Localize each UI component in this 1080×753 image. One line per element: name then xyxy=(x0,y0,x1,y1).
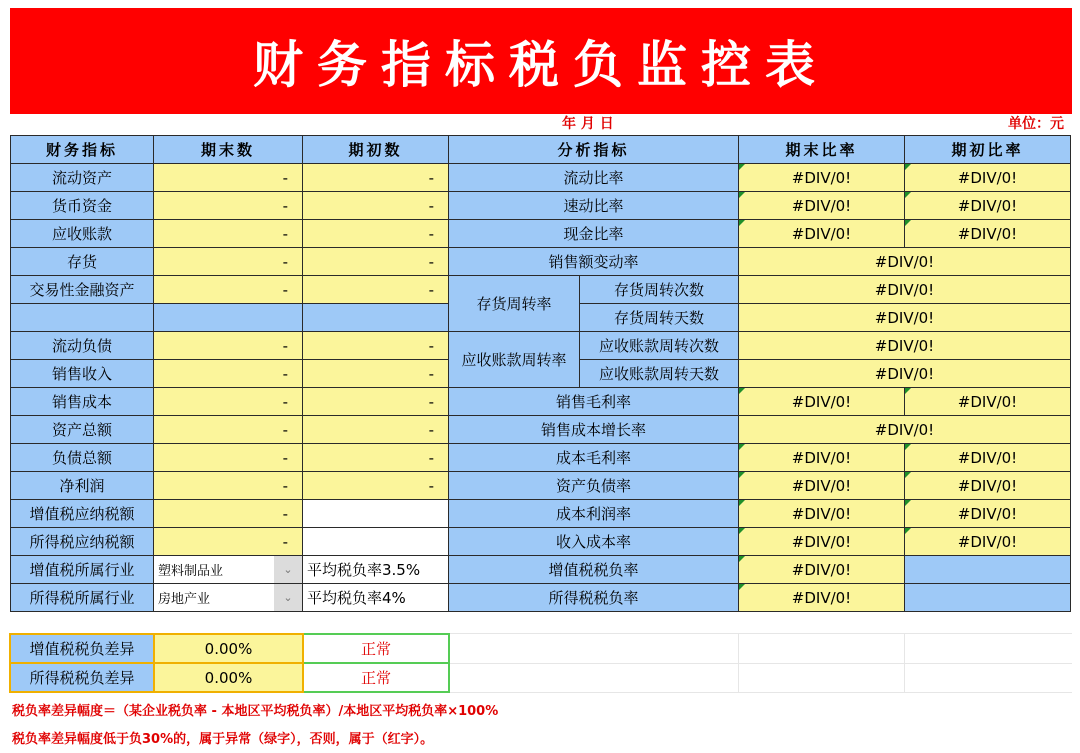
begin-ratio-cell[interactable] xyxy=(905,584,1071,612)
begin-ratio-cell[interactable]: #DIV/0! xyxy=(905,528,1071,556)
header-begin-ratio: 期初比率 xyxy=(905,136,1071,164)
analysis-label: 存货周转次数 xyxy=(580,276,739,304)
difference-label: 增值税税负差异 xyxy=(10,634,154,663)
end-value-cell[interactable]: - xyxy=(154,472,303,500)
analysis-label: 成本毛利率 xyxy=(449,444,739,472)
header-end-ratio: 期末比率 xyxy=(739,136,905,164)
begin-value-cell[interactable]: - xyxy=(303,416,449,444)
begin-value-cell[interactable]: - xyxy=(303,388,449,416)
header-analysis: 分析指标 xyxy=(449,136,739,164)
end-value-cell[interactable]: - xyxy=(154,192,303,220)
begin-value-cell[interactable] xyxy=(303,528,449,556)
row-label: 净利润 xyxy=(11,472,154,500)
header-end-value: 期末数 xyxy=(154,136,303,164)
end-ratio-cell[interactable]: #DIV/0! xyxy=(739,556,905,584)
row-label: 销售成本 xyxy=(11,388,154,416)
analysis-label: 现金比率 xyxy=(449,220,739,248)
analysis-label: 增值税税负率 xyxy=(449,556,739,584)
analysis-label: 速动比率 xyxy=(449,192,739,220)
end-value-cell[interactable]: - xyxy=(154,360,303,388)
end-ratio-cell[interactable]: #DIV/0! xyxy=(739,472,905,500)
end-ratio-cell[interactable]: #DIV/0! xyxy=(739,388,905,416)
end-value-cell[interactable]: - xyxy=(154,164,303,192)
end-value-cell[interactable]: - xyxy=(154,332,303,360)
end-ratio-cell[interactable]: #DIV/0! xyxy=(739,500,905,528)
grid-line xyxy=(448,633,1072,634)
indicator-table xyxy=(10,135,1071,612)
end-ratio-cell[interactable]: #DIV/0! xyxy=(739,164,905,192)
analysis-label: 成本利润率 xyxy=(449,500,739,528)
begin-value-cell[interactable]: - xyxy=(303,332,449,360)
grid-line xyxy=(738,633,739,692)
income-tax-industry-select[interactable] xyxy=(154,584,303,612)
end-value-cell[interactable]: - xyxy=(154,528,303,556)
row-label: 存货 xyxy=(11,248,154,276)
analysis-label: 资产负债率 xyxy=(449,472,739,500)
begin-value-cell[interactable]: - xyxy=(303,472,449,500)
analysis-group-label: 应收账款周转率 xyxy=(449,332,580,388)
analysis-label: 销售毛利率 xyxy=(449,388,739,416)
end-value-cell[interactable]: - xyxy=(154,416,303,444)
end-ratio-cell[interactable]: #DIV/0! xyxy=(739,584,905,612)
income-tax-industry-value: 房地产业 xyxy=(158,592,211,607)
row-label: 增值税应纳税额 xyxy=(11,500,154,528)
merged-ratio-cell[interactable]: #DIV/0! xyxy=(739,304,1071,332)
merged-ratio-cell[interactable]: #DIV/0! xyxy=(739,360,1071,388)
begin-ratio-cell[interactable]: #DIV/0! xyxy=(905,220,1071,248)
analysis-label: 销售额变动率 xyxy=(449,248,739,276)
grid-line xyxy=(448,692,1072,693)
row-label: 资产总额 xyxy=(11,416,154,444)
unit-label: 单位：元 xyxy=(1008,116,1064,132)
formula-note: 税负率差异幅度＝（某企业税负率 - 本地区平均税负率）/本地区平均税负率×100% xyxy=(12,704,499,719)
end-ratio-cell[interactable]: #DIV/0! xyxy=(739,192,905,220)
chevron-down-icon[interactable]: ⌄ xyxy=(274,556,302,583)
begin-value-cell[interactable]: - xyxy=(303,248,449,276)
status-text: 正常 xyxy=(303,663,449,692)
merged-ratio-cell[interactable]: #DIV/0! xyxy=(739,248,1071,276)
end-ratio-cell[interactable]: #DIV/0! xyxy=(739,444,905,472)
merged-ratio-cell[interactable]: #DIV/0! xyxy=(739,276,1071,304)
analysis-label: 存货周转天数 xyxy=(580,304,739,332)
end-value-cell[interactable]: - xyxy=(154,220,303,248)
row-label: 负债总额 xyxy=(11,444,154,472)
begin-ratio-cell[interactable]: #DIV/0! xyxy=(905,192,1071,220)
merged-ratio-cell[interactable]: #DIV/0! xyxy=(739,416,1071,444)
begin-value-cell[interactable]: - xyxy=(303,192,449,220)
end-value-cell[interactable]: - xyxy=(154,444,303,472)
row-label: 所得税所属行业 xyxy=(11,584,154,612)
analysis-label: 收入成本率 xyxy=(449,528,739,556)
rule-note: 税负率差异幅度低于负30%的，属于异常（绿字），否则，属于（红字）。 xyxy=(12,732,434,747)
vat-industry-value: 塑料制品业 xyxy=(158,564,224,579)
page-title: 财务指标税负监控表 xyxy=(10,8,1072,114)
end-ratio-cell[interactable]: #DIV/0! xyxy=(739,220,905,248)
income-tax-average-rate: 平均税负率4% xyxy=(303,584,449,612)
analysis-group-label: 存货周转率 xyxy=(449,276,580,332)
difference-label: 所得税税负差异 xyxy=(10,663,154,692)
tax-difference-table xyxy=(9,633,450,693)
row-label: 流动负债 xyxy=(11,332,154,360)
row-label: 增值税所属行业 xyxy=(11,556,154,584)
analysis-label: 流动比率 xyxy=(449,164,739,192)
begin-ratio-cell[interactable]: #DIV/0! xyxy=(905,164,1071,192)
analysis-label: 销售成本增长率 xyxy=(449,416,739,444)
merged-ratio-cell[interactable]: #DIV/0! xyxy=(739,332,1071,360)
analysis-label: 应收账款周转次数 xyxy=(580,332,739,360)
end-value-cell[interactable]: - xyxy=(154,248,303,276)
end-value-cell[interactable]: - xyxy=(154,500,303,528)
begin-ratio-cell[interactable]: #DIV/0! xyxy=(905,500,1071,528)
vat-industry-select[interactable] xyxy=(154,556,303,584)
begin-ratio-cell[interactable] xyxy=(905,556,1071,584)
begin-value-cell[interactable] xyxy=(303,500,449,528)
date-label: 年 月 日 xyxy=(562,116,614,132)
begin-ratio-cell[interactable]: #DIV/0! xyxy=(905,444,1071,472)
row-label: 销售收入 xyxy=(11,360,154,388)
end-ratio-cell[interactable]: #DIV/0! xyxy=(739,528,905,556)
header-indicator: 财务指标 xyxy=(11,136,154,164)
row-label: 应收账款 xyxy=(11,220,154,248)
begin-value-cell[interactable]: - xyxy=(303,360,449,388)
begin-value-cell[interactable]: - xyxy=(303,220,449,248)
difference-value[interactable]: 0.00% xyxy=(154,634,303,663)
begin-value-cell[interactable] xyxy=(303,304,449,332)
row-label: 货币资金 xyxy=(11,192,154,220)
begin-value-cell[interactable]: - xyxy=(303,276,449,304)
header-begin-value: 期初数 xyxy=(303,136,449,164)
end-value-cell[interactable] xyxy=(154,304,303,332)
begin-ratio-cell[interactable]: #DIV/0! xyxy=(905,472,1071,500)
row-label: 所得税应纳税额 xyxy=(11,528,154,556)
row-label: 交易性金融资产 xyxy=(11,276,154,304)
difference-value[interactable]: 0.00% xyxy=(154,663,303,692)
begin-value-cell[interactable]: - xyxy=(303,164,449,192)
end-value-cell[interactable]: - xyxy=(154,388,303,416)
row-label: 流动资产 xyxy=(11,164,154,192)
begin-ratio-cell[interactable]: #DIV/0! xyxy=(905,388,1071,416)
analysis-label: 所得税税负率 xyxy=(449,584,739,612)
grid-line xyxy=(904,633,905,692)
row-label xyxy=(11,304,154,332)
end-value-cell[interactable]: - xyxy=(154,276,303,304)
grid-line xyxy=(448,663,1072,664)
vat-average-rate: 平均税负率3.5% xyxy=(303,556,449,584)
begin-value-cell[interactable]: - xyxy=(303,444,449,472)
status-text: 正常 xyxy=(303,634,449,663)
chevron-down-icon[interactable]: ⌄ xyxy=(274,584,302,611)
analysis-label: 应收账款周转天数 xyxy=(580,360,739,388)
